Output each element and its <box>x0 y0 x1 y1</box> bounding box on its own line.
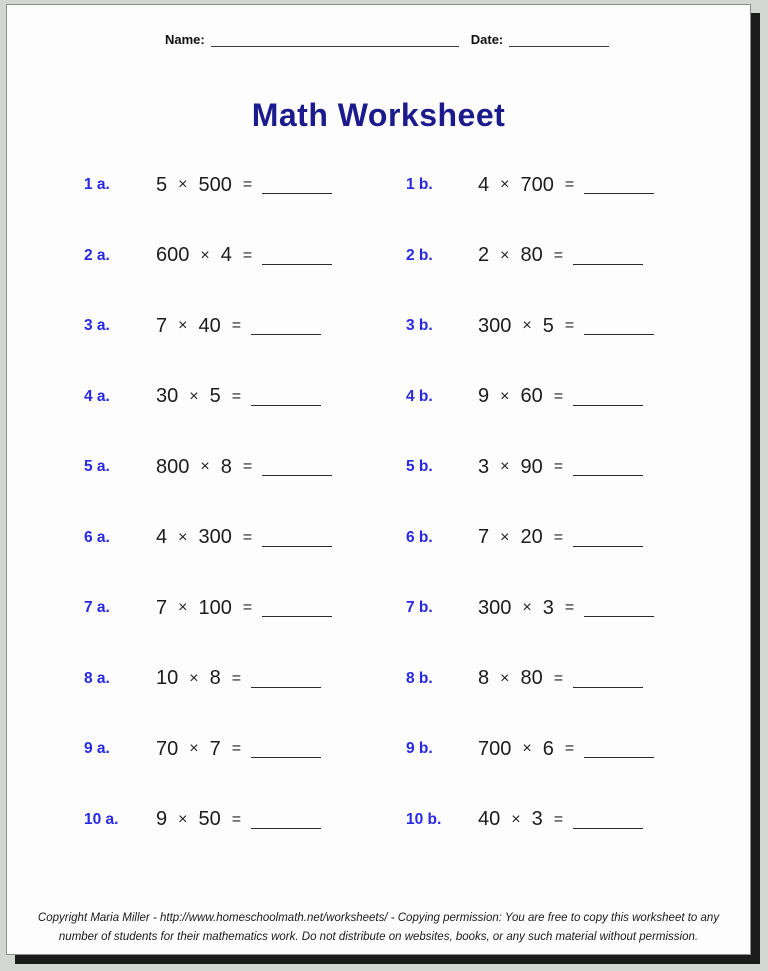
equals-symbol: = <box>553 528 564 546</box>
answer-blank <box>573 263 643 265</box>
answer-blank <box>251 404 321 406</box>
problem-label: 7 a. <box>84 599 110 617</box>
times-symbol: × <box>200 458 210 476</box>
problem-label: 7 b. <box>406 599 433 617</box>
factor-2: 80 <box>520 244 543 267</box>
equals-symbol: = <box>553 246 564 264</box>
factor-1: 2 <box>478 244 490 267</box>
equals-symbol: = <box>553 458 564 476</box>
problem-label: 6 b. <box>406 528 433 546</box>
factor-1: 5 <box>156 173 168 196</box>
problem-cell <box>84 385 406 408</box>
times-symbol: × <box>500 528 510 546</box>
equals-symbol: = <box>564 176 575 194</box>
problem-expression <box>478 385 643 408</box>
equals-symbol: = <box>564 740 575 758</box>
problem-cell <box>84 174 406 197</box>
times-symbol: × <box>189 669 199 687</box>
page-title: Math Worksheet <box>251 97 506 133</box>
answer-blank <box>584 615 654 617</box>
equals-symbol: = <box>231 317 242 335</box>
answer-blank <box>573 545 643 547</box>
problem-cell <box>406 174 728 197</box>
factor-2: 500 <box>198 173 232 196</box>
factor-2: 6 <box>542 737 554 760</box>
answer-blank <box>584 333 654 335</box>
times-symbol: × <box>500 246 510 264</box>
factor-2: 5 <box>542 314 554 337</box>
times-symbol: × <box>522 317 532 335</box>
problem-cell <box>84 456 406 479</box>
problem-expression <box>156 385 321 408</box>
factor-1: 4 <box>156 526 168 549</box>
problem-expression <box>478 597 654 620</box>
problem-expression <box>478 738 654 761</box>
equals-symbol: = <box>242 528 253 546</box>
factor-1: 800 <box>156 455 190 478</box>
equals-symbol: = <box>242 599 253 617</box>
equals-symbol: = <box>231 669 242 687</box>
answer-blank <box>262 263 332 265</box>
date-line <box>509 35 609 47</box>
answer-blank <box>262 615 332 617</box>
factor-2: 3 <box>542 596 554 619</box>
answer-blank <box>262 192 332 194</box>
problem-label: 9 b. <box>406 740 433 758</box>
factor-2: 700 <box>520 173 554 196</box>
problem-label: 4 b. <box>406 387 433 405</box>
factor-2: 8 <box>220 455 232 478</box>
factor-2: 50 <box>198 808 221 831</box>
problem-expression <box>156 315 321 338</box>
answer-blank <box>573 686 643 688</box>
problem-label: 1 b. <box>406 176 433 194</box>
factor-1: 300 <box>478 596 512 619</box>
equals-symbol: = <box>553 669 564 687</box>
problem-row <box>84 573 750 644</box>
problem-row <box>84 644 750 715</box>
problem-cell <box>406 456 728 479</box>
copyright-line-1: Copyright Maria Miller - http://www.homeschoolmath.net/worksheets/ - Copying permission: You are free to copy this worksheet to any <box>37 912 720 924</box>
answer-blank <box>573 404 643 406</box>
problem-cell <box>406 808 728 831</box>
name-line <box>211 35 459 47</box>
factor-1: 70 <box>156 737 179 760</box>
factor-2: 80 <box>520 667 543 690</box>
equals-symbol: = <box>242 458 253 476</box>
times-symbol: × <box>511 810 521 828</box>
problem-expression <box>478 667 643 690</box>
problem-cell <box>84 315 406 338</box>
times-symbol: × <box>200 246 210 264</box>
problem-label: 5 b. <box>406 458 433 476</box>
factor-1: 8 <box>478 667 490 690</box>
factor-2: 3 <box>531 808 543 831</box>
problem-cell <box>406 526 728 549</box>
answer-blank <box>573 827 643 829</box>
answer-blank <box>251 827 321 829</box>
times-symbol: × <box>189 387 199 405</box>
factor-1: 300 <box>478 314 512 337</box>
problem-label: 5 a. <box>84 458 110 476</box>
equals-symbol: = <box>553 810 564 828</box>
problem-expression <box>156 526 332 549</box>
problem-cell <box>84 667 406 690</box>
factor-1: 10 <box>156 667 179 690</box>
factor-2: 300 <box>198 526 232 549</box>
copyright-line-2: number of students for their mathematics work. Do not distribute on websites, books, or any such material without permission. <box>58 931 699 943</box>
factor-2: 60 <box>520 385 543 408</box>
times-symbol: × <box>500 176 510 194</box>
equals-symbol: = <box>564 599 575 617</box>
factor-1: 600 <box>156 244 190 267</box>
times-symbol: × <box>178 810 188 828</box>
problem-expression <box>478 526 643 549</box>
answer-blank <box>251 686 321 688</box>
factor-1: 40 <box>478 808 501 831</box>
problem-expression <box>156 667 321 690</box>
problem-row <box>84 785 750 856</box>
factor-2: 7 <box>209 737 221 760</box>
factor-2: 4 <box>220 244 232 267</box>
problem-label: 6 a. <box>84 528 110 546</box>
equals-symbol: = <box>231 740 242 758</box>
problem-row <box>84 291 750 362</box>
factor-1: 7 <box>156 596 168 619</box>
name-label: Name: <box>165 32 205 47</box>
answer-blank <box>262 545 332 547</box>
equals-symbol: = <box>553 387 564 405</box>
problem-label: 3 a. <box>84 317 110 335</box>
problem-expression <box>478 244 643 267</box>
factor-1: 700 <box>478 737 512 760</box>
problem-label: 10 a. <box>84 810 119 828</box>
factor-2: 40 <box>198 314 221 337</box>
factor-1: 7 <box>478 526 490 549</box>
problem-expression <box>478 315 654 338</box>
problem-expression <box>156 244 332 267</box>
header <box>165 32 750 47</box>
problem-cell <box>406 597 728 620</box>
problem-expression <box>156 808 321 831</box>
problem-expression <box>478 456 643 479</box>
answer-blank <box>262 474 332 476</box>
equals-symbol: = <box>231 810 242 828</box>
problem-label: 8 a. <box>84 669 110 687</box>
factor-1: 30 <box>156 385 179 408</box>
factor-2: 8 <box>209 667 221 690</box>
times-symbol: × <box>500 669 510 687</box>
factor-2: 100 <box>198 596 232 619</box>
times-symbol: × <box>178 176 188 194</box>
problem-label: 9 a. <box>84 740 110 758</box>
problem-row <box>84 150 750 221</box>
answer-blank <box>584 192 654 194</box>
problem-expression <box>156 174 332 197</box>
times-symbol: × <box>178 317 188 335</box>
problem-label: 10 b. <box>406 810 442 828</box>
problem-cell <box>84 244 406 267</box>
times-symbol: × <box>522 599 532 617</box>
equals-symbol: = <box>242 176 253 194</box>
answer-blank <box>251 333 321 335</box>
equals-symbol: = <box>231 387 242 405</box>
copyright-footer <box>7 909 750 947</box>
problem-label: 4 a. <box>84 387 110 405</box>
problem-row <box>84 221 750 292</box>
times-symbol: × <box>178 599 188 617</box>
problem-label: 3 b. <box>406 317 433 335</box>
problem-expression <box>156 738 321 761</box>
problem-label: 2 b. <box>406 246 433 264</box>
factor-1: 9 <box>478 385 490 408</box>
answer-blank <box>584 756 654 758</box>
factor-2: 20 <box>520 526 543 549</box>
answer-blank <box>573 474 643 476</box>
times-symbol: × <box>500 387 510 405</box>
problem-label: 8 b. <box>406 669 433 687</box>
problem-row <box>84 503 750 574</box>
problem-row <box>84 432 750 503</box>
answer-blank <box>251 756 321 758</box>
problem-cell <box>84 526 406 549</box>
problem-cell <box>406 315 728 338</box>
problem-cell <box>84 597 406 620</box>
problem-expression <box>156 456 332 479</box>
factor-2: 5 <box>209 385 221 408</box>
problem-label: 1 a. <box>84 176 110 194</box>
worksheet-page <box>6 4 751 955</box>
problem-cell <box>406 667 728 690</box>
problem-label: 2 a. <box>84 246 110 264</box>
date-label: Date: <box>470 32 504 47</box>
factor-1: 3 <box>478 455 490 478</box>
times-symbol: × <box>189 740 199 758</box>
equals-symbol: = <box>564 317 575 335</box>
equals-symbol: = <box>242 246 253 264</box>
times-symbol: × <box>522 740 532 758</box>
problem-cell <box>406 738 728 761</box>
problem-cell <box>406 385 728 408</box>
problem-row <box>84 714 750 785</box>
factor-2: 90 <box>520 455 543 478</box>
factor-1: 4 <box>478 173 490 196</box>
problems-grid <box>84 150 750 855</box>
problem-expression <box>156 597 332 620</box>
problem-cell <box>406 244 728 267</box>
problem-row <box>84 362 750 433</box>
factor-1: 7 <box>156 314 168 337</box>
times-symbol: × <box>500 458 510 476</box>
factor-1: 9 <box>156 808 168 831</box>
problem-expression <box>478 174 654 197</box>
times-symbol: × <box>178 528 188 546</box>
problem-cell <box>84 738 406 761</box>
problem-cell <box>84 808 406 831</box>
problem-expression <box>478 808 643 831</box>
